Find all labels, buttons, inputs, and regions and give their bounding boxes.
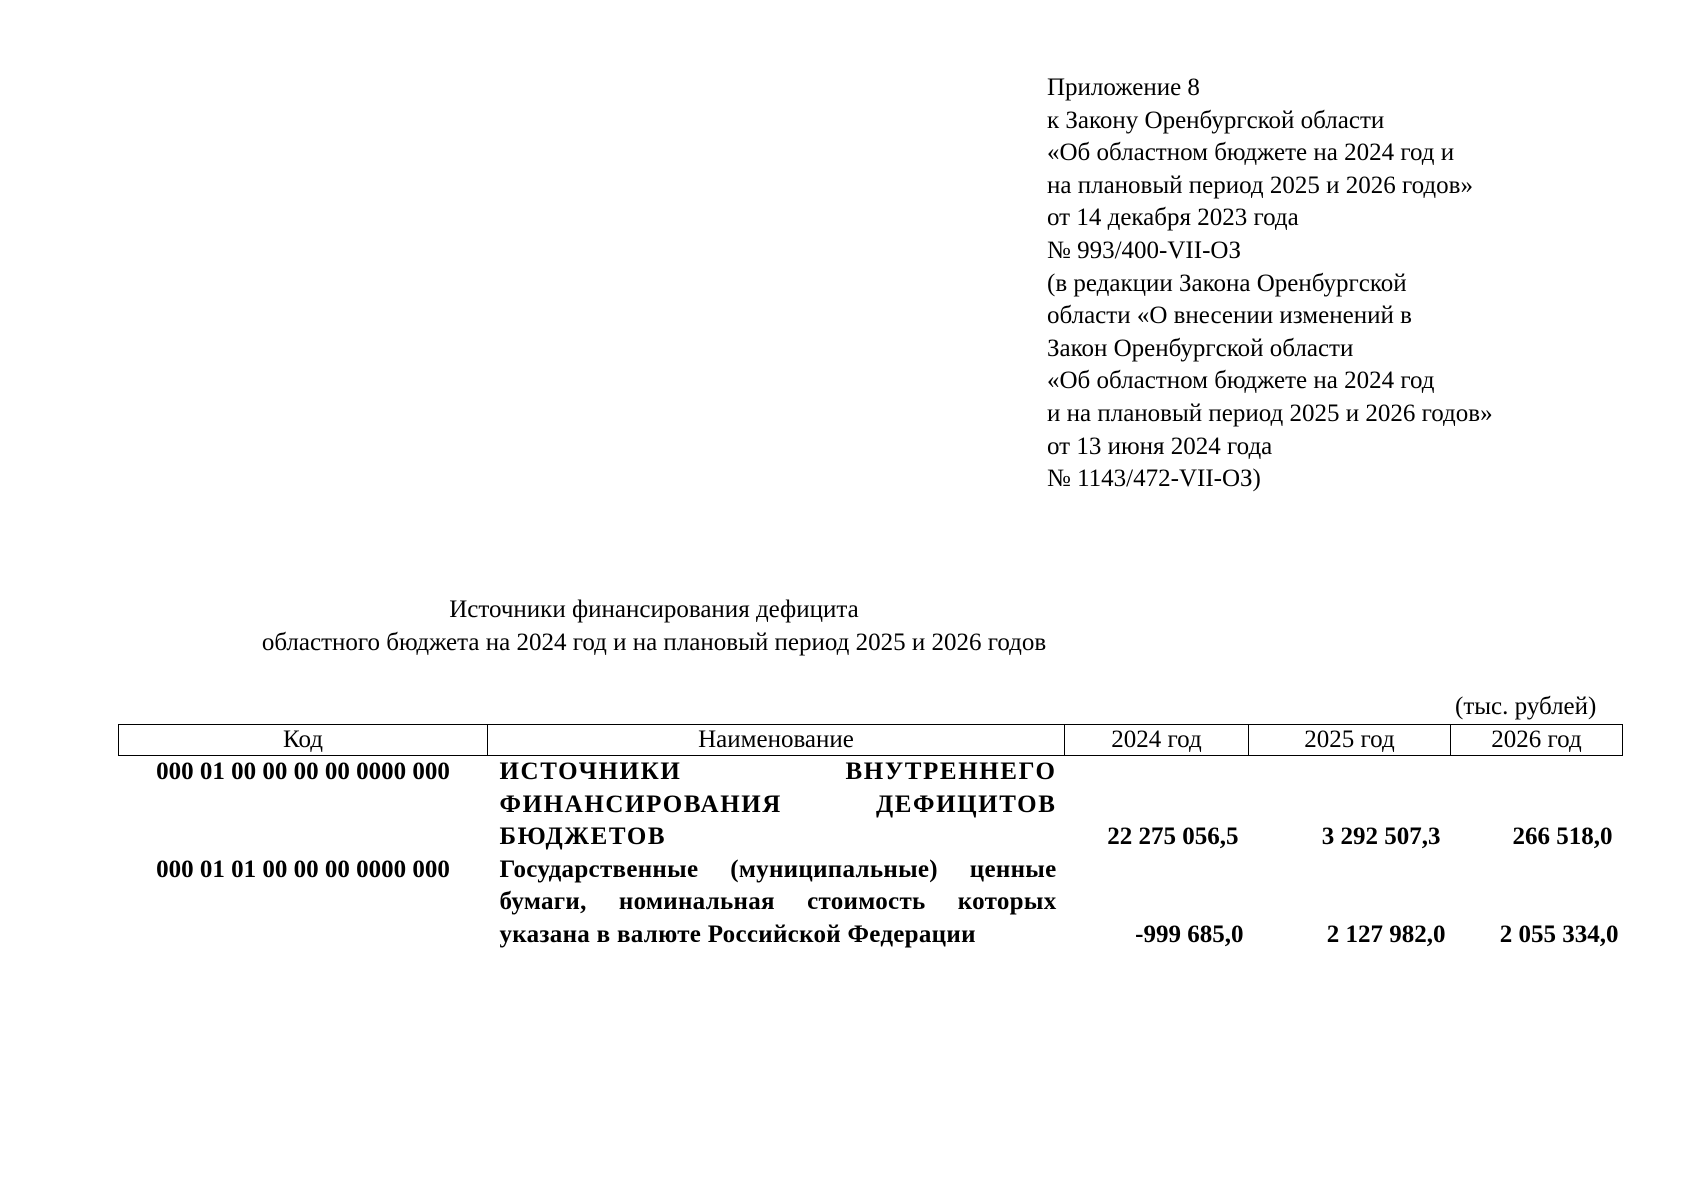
appendix-line: на плановый период 2025 и 2026 годов» xyxy=(1047,171,1473,199)
appendix-line: (в редакции Закона Оренбургской xyxy=(1047,269,1407,297)
table-header xyxy=(119,725,1623,756)
row-code: 000 01 00 00 00 00 0000 000 xyxy=(156,758,450,785)
document-title-line-1: Источники финансирования дефицита xyxy=(449,596,859,623)
header-code: Код xyxy=(119,725,488,756)
appendix-line: от 13 июня 2024 года xyxy=(1047,432,1273,460)
appendix-line: «Об областном бюджете на 2024 год и xyxy=(1047,139,1455,167)
appendix-line: № 993/400-VII-ОЗ xyxy=(1047,236,1241,264)
row-name: ИСТОЧНИКИ ВНУТРЕННЕГО ФИНАНСИРОВАНИЯ ДЕФИЦИТОВ БЮДЖЕТОВ xyxy=(499,758,1057,851)
table-body xyxy=(119,756,1623,952)
row-value-2026: 2 055 334,0 xyxy=(1499,920,1619,948)
appendix-line: от 14 декабря 2023 года xyxy=(1047,204,1299,232)
appendix-line: к Закону Оренбургской области xyxy=(1047,106,1385,134)
header-2026: 2026 год xyxy=(1451,725,1623,756)
row-name: Государственные (муниципальные) ценные бумаги, номинальная стоимость которых указана в валюте Российской Федерации xyxy=(499,855,1057,948)
appendix-line: Закон Оренбургской области xyxy=(1047,334,1354,362)
appendix-line: области «О внесении изменений в xyxy=(1047,302,1412,330)
row-value-2024: 22 275 056,5 xyxy=(1107,823,1239,851)
header-name: Наименование xyxy=(488,725,1065,756)
header-2025: 2025 год xyxy=(1249,725,1451,756)
appendix-note xyxy=(1047,72,1493,496)
row-value-2026: 266 518,0 xyxy=(1512,823,1613,851)
table-row xyxy=(119,756,1623,854)
document-title xyxy=(0,594,1308,659)
document-title-line-2: областного бюджета на 2024 год и на плановый период 2025 и 2026 годов xyxy=(261,628,1047,656)
unit-label: (тыс. рублей) xyxy=(1455,693,1597,720)
appendix-line: и на плановый период 2025 и 2026 годов» xyxy=(1047,399,1493,427)
row-value-2024: -999 685,0 xyxy=(1135,920,1244,948)
table-row xyxy=(119,854,1623,952)
appendix-line: «Об областном бюджете на 2024 год xyxy=(1047,367,1435,395)
header-2024: 2024 год xyxy=(1065,725,1249,756)
row-code: 000 01 01 00 00 00 0000 000 xyxy=(156,855,450,883)
appendix-line: Приложение 8 xyxy=(1047,74,1200,101)
table-header-row xyxy=(119,725,1623,756)
financing-sources-table xyxy=(118,724,1623,952)
row-value-2025: 3 292 507,3 xyxy=(1321,823,1441,851)
appendix-line: № 1143/472-VII-ОЗ) xyxy=(1047,465,1261,493)
row-value-2025: 2 127 982,0 xyxy=(1326,920,1446,948)
